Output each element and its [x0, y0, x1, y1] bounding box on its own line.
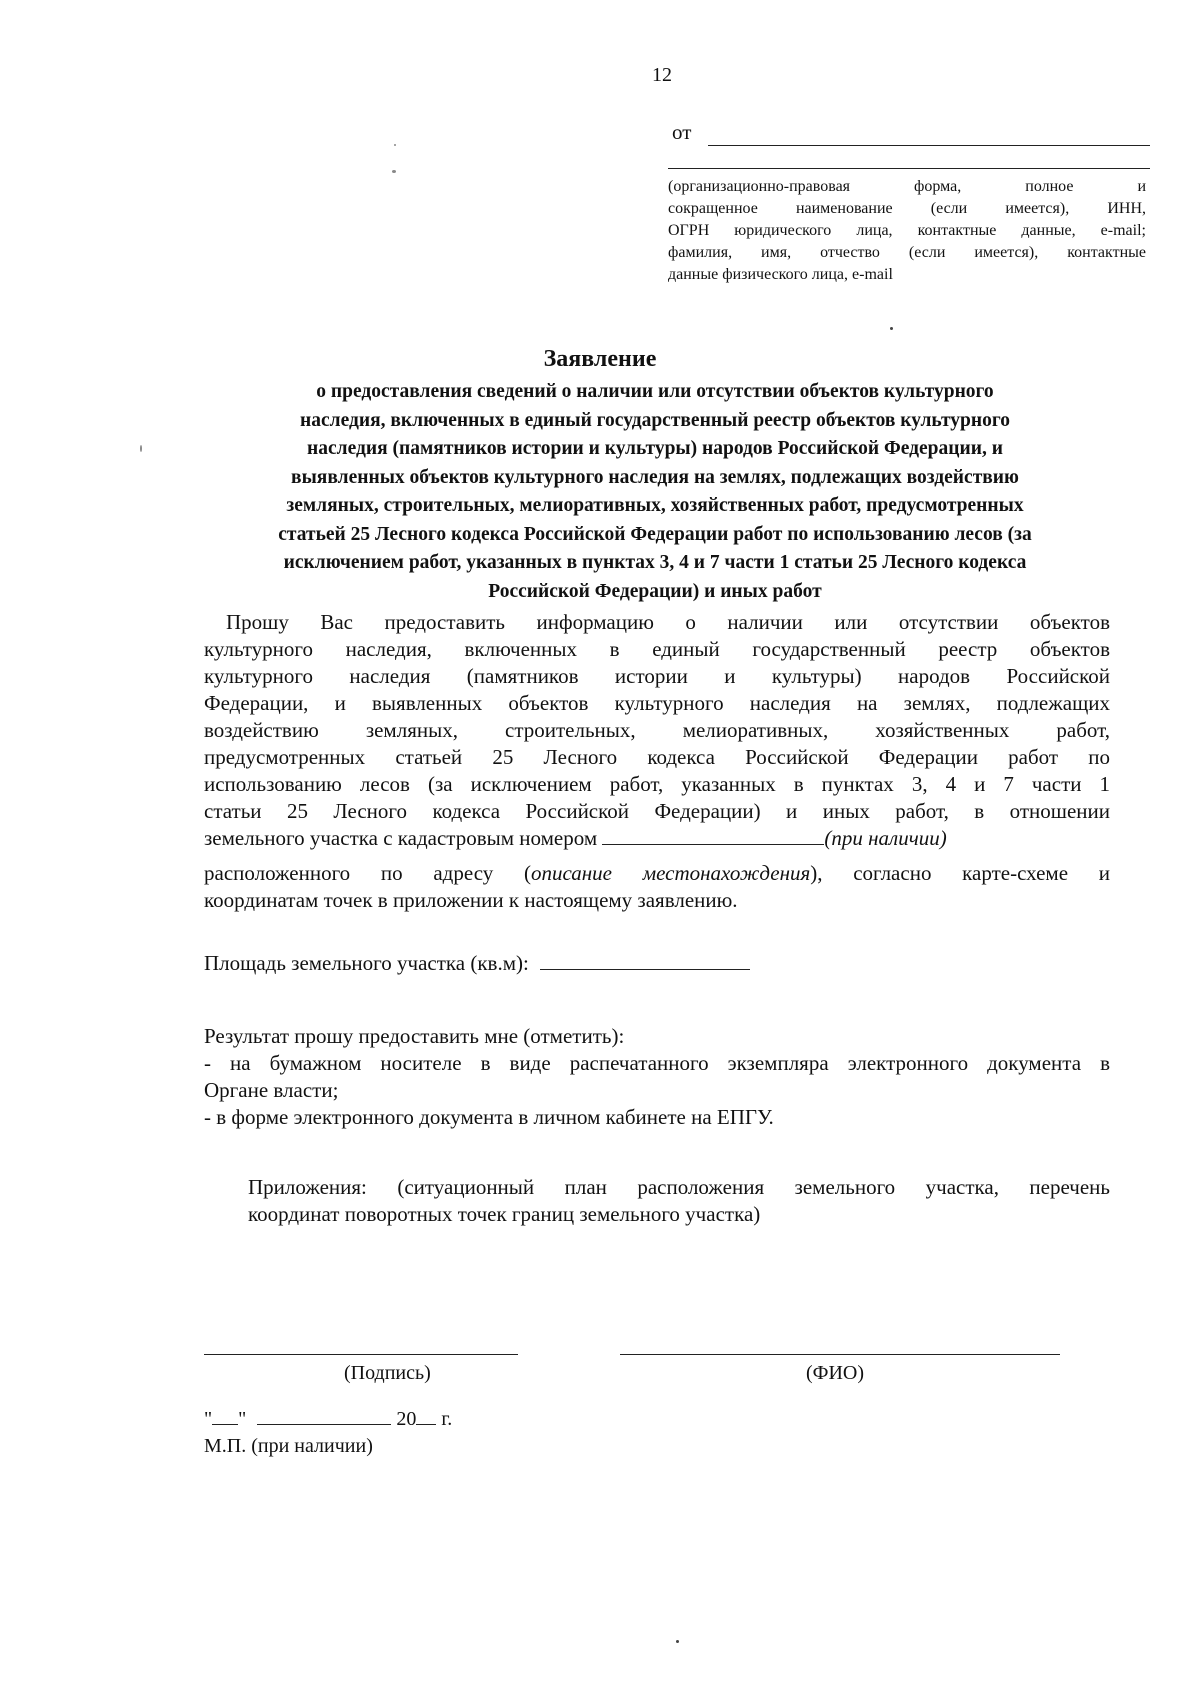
- full-name-line[interactable]: [620, 1354, 1060, 1355]
- date-day-field[interactable]: [212, 1406, 238, 1425]
- cadastral-label: земельного участка с кадастровым номером: [204, 826, 598, 850]
- applicant-hint: [668, 176, 1146, 286]
- scan-speck: [890, 327, 893, 330]
- result-option-paper-cont: Органе власти;: [204, 1078, 339, 1102]
- subtitle-line: наследия (памятников истории и культуры) народов Российской Федерации, и: [307, 438, 1003, 459]
- request-line: воздействию земляных, строительных, мелиоративных, хозяйственных работ,: [204, 718, 1110, 742]
- request-line: культурного наследия (памятников истории и культуры) народов Российской: [204, 664, 1110, 688]
- document-subtitle: [190, 378, 1120, 606]
- result-section: [204, 1023, 1110, 1131]
- cadastral-line: [204, 825, 1110, 852]
- address-line: [204, 860, 1110, 887]
- date-quote-open: ": [204, 1408, 213, 1430]
- scan-speck: [140, 445, 142, 452]
- date-quote-close: ": [238, 1408, 247, 1430]
- request-line: Прошу Вас предоставить информацию о наличии или отсутствии объектов: [226, 610, 1110, 634]
- applicant-hint-line: фамилия, имя, отчество (если имеется), контактные: [668, 244, 1146, 261]
- request-line: Федерации, и выявленных объектов культурного наследия на землях, подлежащих: [204, 691, 1110, 715]
- result-option-electronic[interactable]: - в форме электронного документа в личном кабинете на ЕПГУ.: [204, 1105, 774, 1129]
- request-line: статьи 25 Лесного кодекса Российской Федерации) и иных работ, в отношении: [204, 799, 1110, 823]
- subtitle-line: выявленных объектов культурного наследия на землях, подлежащих воздействию: [291, 466, 1019, 488]
- result-intro: Результат прошу предоставить мне (отметить):: [204, 1024, 625, 1048]
- subtitle-line: наследия, включенных в единый государственный реестр объектов культурного: [299, 409, 1011, 431]
- scan-speck: [676, 1640, 679, 1643]
- document-title: Заявление: [543, 346, 657, 372]
- applicant-hint-line: данные физического лица, e-mail: [668, 266, 893, 283]
- request-line: предусмотренных статьей 25 Лесного кодекса Российской Федерации работ по: [204, 745, 1110, 769]
- applicant-hint-line: (организационно-правовая форма, полное и: [668, 178, 1146, 195]
- subtitle-line: земляных, строительных, мелиоративных, хозяйственных работ, предусмотренных: [286, 495, 1024, 516]
- area-label: Площадь земельного участка (кв.м):: [204, 951, 529, 975]
- request-line: координатам точек в приложении к настоящему заявлению.: [204, 888, 738, 912]
- date-year-prefix: 20: [396, 1408, 417, 1430]
- attachments: [248, 1174, 1110, 1228]
- subtitle-line: статьей 25 Лесного кодекса Российской Федерации работ по использованию лесов (за: [278, 523, 1032, 545]
- scan-speck: [392, 170, 396, 173]
- page-number: 12: [652, 64, 672, 86]
- date-year-suffix: г.: [441, 1408, 453, 1430]
- date-row: [204, 1406, 604, 1433]
- signature-label: (Подпись): [344, 1362, 431, 1384]
- result-option-paper[interactable]: - на бумажном носителе в виде распечатанного экземпляра электронного документа в: [204, 1051, 1110, 1075]
- subtitle-line: о предоставления сведений о наличии или отсутствии объектов культурного: [316, 381, 994, 402]
- cadastral-note: (при наличии): [824, 826, 947, 850]
- attachments-line: координат поворотных точек границ земельного участка): [248, 1202, 761, 1226]
- cadastral-number-field[interactable]: [602, 826, 824, 845]
- stamp-label: М.П. (при наличии): [204, 1435, 373, 1457]
- address-prefix: расположенного по адресу (: [204, 861, 531, 885]
- request-paragraph: [204, 609, 1110, 914]
- date-year-field[interactable]: [416, 1406, 436, 1425]
- subtitle-line: Российской Федерации) и иных работ: [488, 580, 822, 602]
- subtitle-line: исключением работ, указанных в пунктах 3, 4 и 7 части 1 статьи 25 Лесного кодекса: [283, 552, 1027, 573]
- from-line-1: [708, 145, 1150, 146]
- area-row: [204, 950, 1110, 977]
- applicant-hint-line: ОГРН юридического лица, контактные данные, e-mail;: [668, 222, 1146, 239]
- address-suffix: ), согласно карте-схеме и: [810, 861, 1110, 885]
- date-month-field[interactable]: [257, 1406, 391, 1425]
- from-line-2: [668, 168, 1150, 169]
- scan-speck: [394, 144, 396, 146]
- signature-line[interactable]: [204, 1354, 518, 1355]
- attachments-line: Приложения: (ситуационный план расположения земельного участка, перечень: [248, 1175, 1110, 1199]
- area-field[interactable]: [540, 951, 750, 970]
- applicant-hint-line: сокращенное наименование (если имеется), ИНН,: [668, 200, 1146, 217]
- full-name-label: (ФИО): [806, 1362, 865, 1384]
- address-description: описание местонахождения: [530, 861, 811, 885]
- request-line: культурного наследия, включенных в единый государственный реестр объектов: [204, 637, 1110, 661]
- from-label: от: [672, 120, 692, 144]
- request-line: использованию лесов (за исключением работ, указанных в пунктах 3, 4 и 7 части 1: [204, 772, 1110, 796]
